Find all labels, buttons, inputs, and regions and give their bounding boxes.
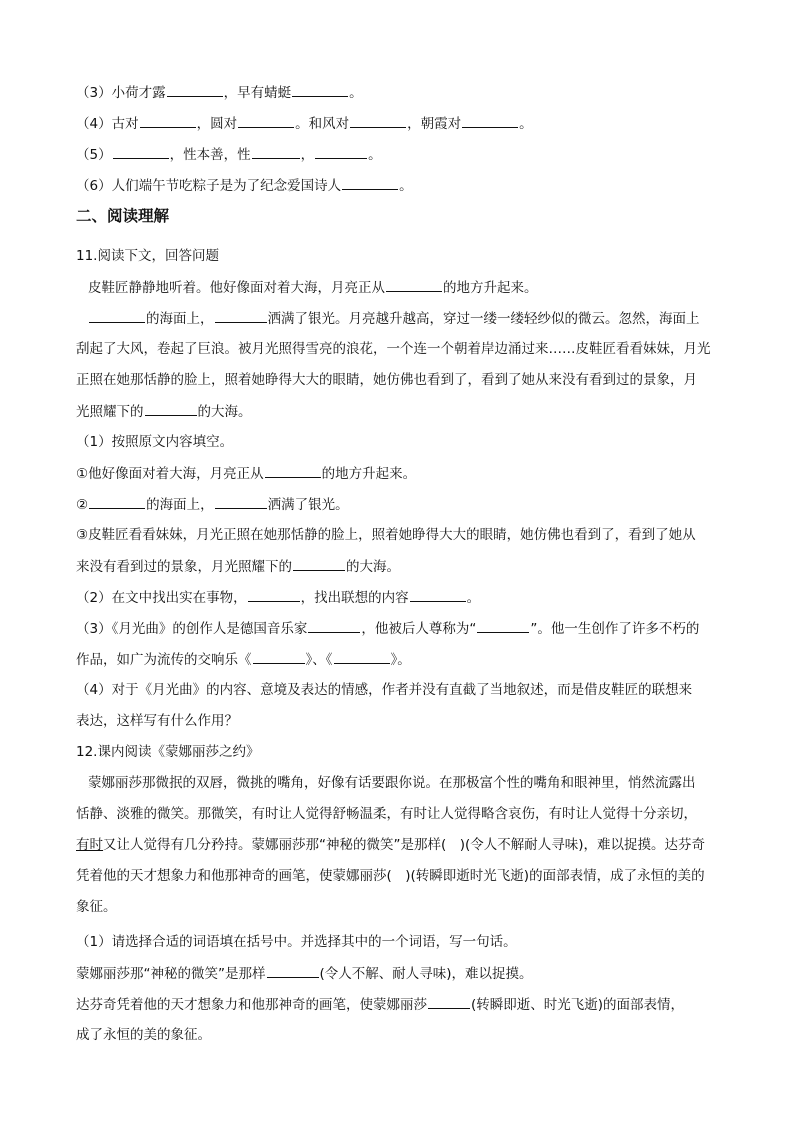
item-text: 来没有看到过的景象，月光照耀下的 bbox=[76, 559, 292, 575]
q11-sub-item-3: ③皮鞋匠看看妹妹，月光正照在她那恬静的脸上，照着她睁得大大的眼睛，她仿佛也看到了，看到了她从 bbox=[76, 527, 696, 543]
item-text: （5） bbox=[76, 147, 112, 163]
answer-blank[interactable] bbox=[315, 144, 367, 159]
item-text: （4）古对 bbox=[76, 116, 139, 132]
answer-blank[interactable] bbox=[342, 175, 398, 190]
answer-blank[interactable] bbox=[215, 308, 267, 323]
item-text: 。 bbox=[368, 147, 382, 163]
answer-blank[interactable] bbox=[386, 277, 442, 292]
q12-passage-line: 蒙娜丽莎那微抿的双唇，微挑的嘴角，好像有话要跟你说。在那极富个性的嘴角和眼神里，悄然流露出 bbox=[88, 775, 696, 791]
passage-text: 的海面上， bbox=[146, 311, 214, 327]
item-text: ，朝霞对 bbox=[407, 116, 462, 132]
item-text: 的地方升起来。 bbox=[321, 466, 417, 482]
fill-item-5 bbox=[76, 144, 722, 165]
item-text: ①他好像面对着大海，月亮正从 bbox=[76, 466, 264, 482]
item-text: ，他被后人尊称为“ bbox=[361, 621, 477, 637]
q11-passage-line bbox=[88, 308, 734, 329]
item-text: 蒙娜丽莎那“神秘的微笑”是那样 bbox=[76, 966, 266, 982]
item-text: 达芬奇凭着他的天才想象力和他那神奇的画笔，使蒙娜丽莎 bbox=[76, 997, 427, 1013]
q11-passage-line bbox=[88, 277, 734, 298]
answer-blank[interactable] bbox=[410, 587, 466, 602]
item-text: ”。他一生创作了许多不朽的 bbox=[530, 621, 700, 637]
q12-sub-item-2-cont: 成了永恒的美的象征。 bbox=[76, 1027, 211, 1043]
fill-item-6 bbox=[76, 175, 722, 196]
answer-blank[interactable] bbox=[428, 994, 470, 1009]
answer-blank[interactable] bbox=[167, 82, 223, 97]
item-text: （3）《月光曲》的创作人是德国音乐家 bbox=[76, 621, 308, 637]
q12-sub-item-1 bbox=[76, 963, 722, 984]
q12-passage-line: 象征。 bbox=[76, 899, 117, 915]
passage-text: 的地方升起来。 bbox=[443, 280, 538, 296]
fill-item-3 bbox=[76, 82, 722, 103]
passage-text: 又让人觉得有几分矜持。蒙娜丽莎那“神秘的微笑”是那样( )(令人不解耐人寻味)，难以捉摸。达芬奇 bbox=[103, 837, 706, 853]
answer-blank[interactable] bbox=[477, 618, 529, 633]
question-11-header: 11.阅读下文，回答问题 bbox=[76, 248, 219, 264]
item-text: 的大海。 bbox=[346, 559, 400, 575]
item-text: ， bbox=[300, 147, 315, 163]
q11-sub-question-3-cont bbox=[76, 649, 722, 670]
item-text: 》、《 bbox=[305, 652, 333, 668]
answer-blank[interactable] bbox=[252, 144, 300, 159]
answer-blank[interactable] bbox=[267, 963, 319, 978]
q12-sub-item-2 bbox=[76, 994, 722, 1015]
fill-item-4 bbox=[76, 113, 722, 134]
answer-blank[interactable] bbox=[89, 308, 145, 323]
item-text: （3）小荷才露 bbox=[76, 85, 166, 101]
answer-blank[interactable] bbox=[140, 113, 196, 128]
q11-sub-item-1 bbox=[76, 463, 722, 484]
section-title: 二、阅读理解 bbox=[76, 207, 170, 225]
q11-sub-question-2 bbox=[76, 587, 722, 608]
q11-sub-question-3 bbox=[76, 618, 722, 639]
passage-text: 洒满了银光。月亮越升越高，穿过一缕一缕轻纱似的微云。忽然，海面上 bbox=[267, 311, 700, 327]
q12-passage-line: 恬静、淡雅的微笑。那微笑，有时让人觉得舒畅温柔，有时让人觉得略含哀伤，有时让人觉得十分亲切， bbox=[76, 806, 697, 822]
item-text: (令人不解、耐人寻味)，难以捉摸。 bbox=[319, 966, 533, 982]
item-text: ，性本善，性 bbox=[169, 147, 251, 163]
answer-blank[interactable] bbox=[293, 556, 345, 571]
answer-blank[interactable] bbox=[334, 649, 390, 664]
item-text: 》。 bbox=[390, 652, 411, 668]
item-text: （6）人们端午节吃粽子是为了纪念爱国诗人 bbox=[76, 178, 342, 194]
item-text: （2）在文中找出实在事物， bbox=[76, 590, 247, 606]
answer-blank[interactable] bbox=[248, 587, 300, 602]
answer-blank[interactable] bbox=[145, 401, 197, 416]
answer-blank[interactable] bbox=[89, 494, 145, 509]
item-text: 。 bbox=[519, 116, 533, 132]
q12-passage-line: 凭着他的天才想象力和他那神奇的画笔，使蒙娜丽莎( )(转瞬即逝时光飞逝)的面部表情，成了永恒的美的 bbox=[76, 868, 705, 884]
item-text: 。 bbox=[399, 178, 413, 194]
answer-blank[interactable] bbox=[113, 144, 169, 159]
q11-passage-line bbox=[76, 401, 722, 422]
answer-blank[interactable] bbox=[292, 82, 348, 97]
item-text: 。和风对 bbox=[295, 116, 350, 132]
q11-sub-question-4-cont: 表达，这样写有什么作用？ bbox=[76, 713, 238, 729]
passage-text: 皮鞋匠静静地听着。他好像面对着大海，月亮正从 bbox=[88, 280, 385, 296]
q11-passage-line: 正照在她那恬静的脸上，照着她睁得大大的眼睛，她仿佛也看到了，看到了她从来没有看到过的景象，月 bbox=[76, 372, 697, 388]
item-text: 作品，如广为流传的交响乐《 bbox=[76, 652, 252, 668]
item-text: ② bbox=[76, 497, 89, 513]
answer-blank[interactable] bbox=[462, 113, 518, 128]
item-text: 的海面上， bbox=[146, 497, 214, 513]
item-text: ，圆对 bbox=[196, 116, 238, 132]
answer-blank[interactable] bbox=[215, 494, 267, 509]
q12-passage-line bbox=[76, 835, 722, 855]
item-text: 洒满了银光。 bbox=[267, 497, 349, 513]
q12-sub-question-1: （1）请选择合适的词语填在括号中。并选择其中的一个词语，写一句话。 bbox=[76, 934, 517, 950]
answer-blank[interactable] bbox=[238, 113, 294, 128]
answer-blank[interactable] bbox=[265, 463, 321, 478]
item-text: (转瞬即逝、时光飞逝)的面部表情， bbox=[471, 997, 685, 1013]
item-text: ，找出联想的内容 bbox=[300, 590, 409, 606]
passage-text: 的大海。 bbox=[197, 404, 252, 420]
item-text: 。 bbox=[466, 590, 481, 606]
underlined-text: 有时 bbox=[76, 837, 103, 853]
question-12-header: 12.课内阅读《蒙娜丽莎之约》 bbox=[76, 744, 260, 760]
q11-sub-item-2 bbox=[76, 494, 722, 515]
passage-text: 光照耀下的 bbox=[76, 404, 144, 420]
q11-sub-question-1: （1）按照原文内容填空。 bbox=[76, 434, 234, 450]
answer-blank[interactable] bbox=[253, 649, 305, 664]
answer-blank[interactable] bbox=[350, 113, 406, 128]
q11-sub-question-4: （4）对于《月光曲》的内容、意境及表达的情感，作者并没有直截了当地叙述，而是借皮鞋匠的联想来 bbox=[76, 682, 693, 698]
item-text: 。 bbox=[349, 85, 363, 101]
item-text: ，早有蜻蜓 bbox=[223, 85, 292, 101]
q11-passage-line: 刮起了大风，卷起了巨浪。被月光照得雪亮的浪花，一个连一个朝着岸边涌过来……皮鞋匠看看妹妹，月光 bbox=[76, 341, 711, 357]
answer-blank[interactable] bbox=[308, 618, 360, 633]
q11-sub-item-3-cont bbox=[76, 556, 722, 577]
